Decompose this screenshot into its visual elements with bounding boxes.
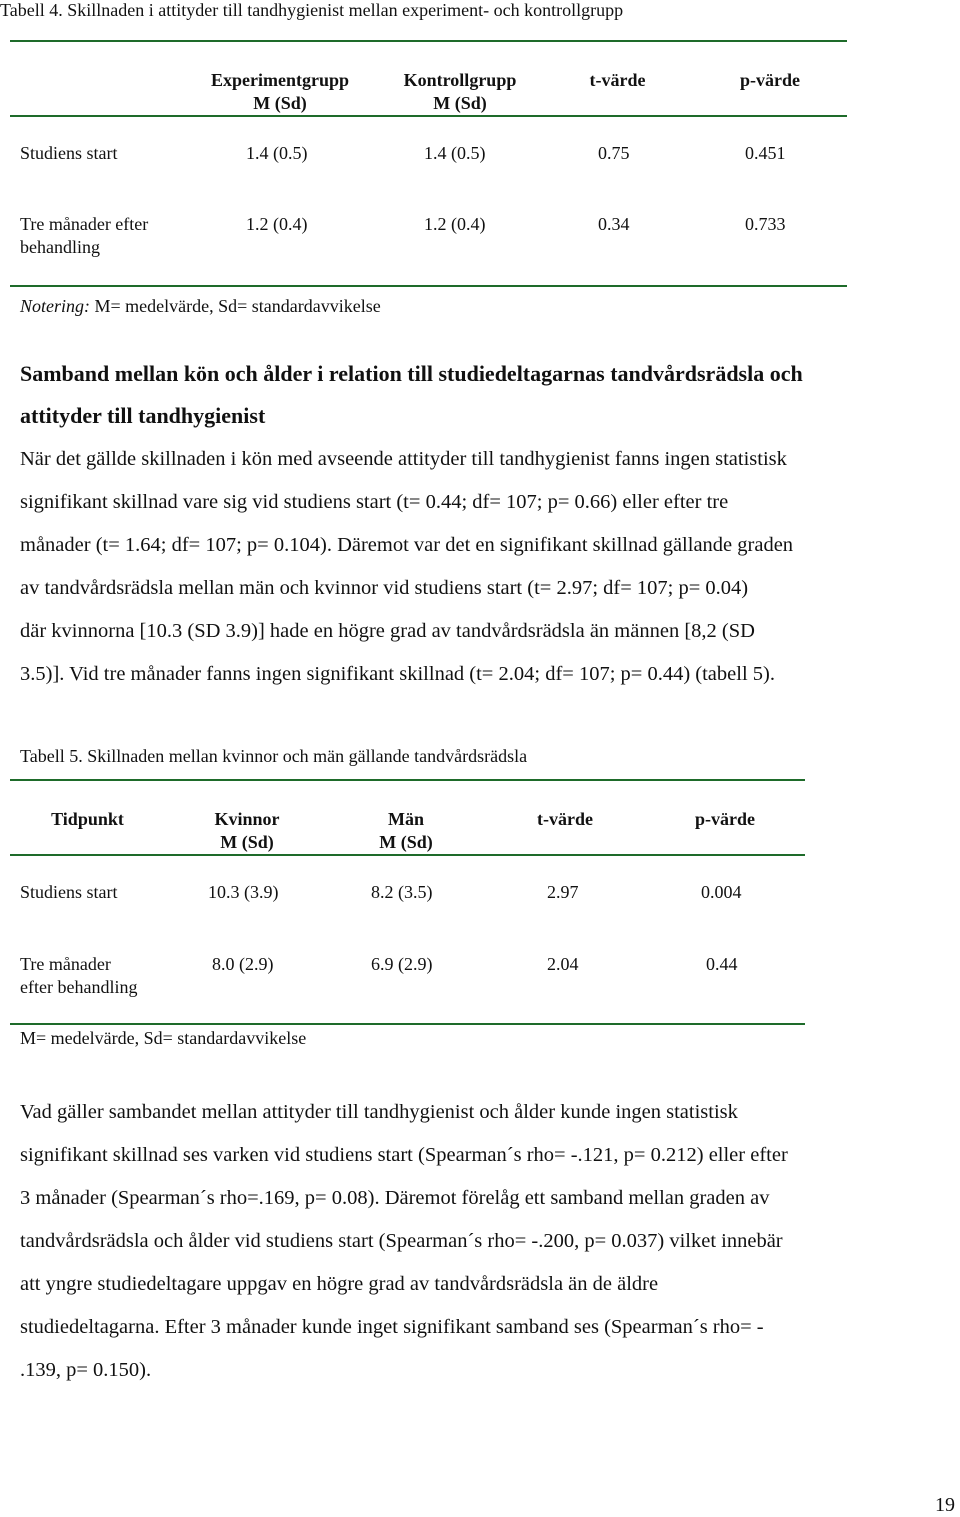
table4-row2-label <box>20 213 148 259</box>
table5-row1-kvinnor: 10.3 (3.9) <box>208 882 279 902</box>
table4-header-control-sub: M (Sd) <box>433 93 487 113</box>
table5-header-kvinnor-sub: M (Sd) <box>220 832 274 852</box>
table5-row1-label: Studiens start <box>20 882 118 902</box>
table5-header-t: t-värde <box>537 809 593 829</box>
table4-header-control <box>380 69 540 115</box>
table4-row1-p: 0.451 <box>745 143 786 163</box>
section-heading <box>20 353 803 437</box>
table4-header-p: p-värde <box>740 70 800 90</box>
paragraph-line: 3.5)]. Vid tre månader fanns ingen signifikant skillnad (t= 2.04; df= 107; p= 0.44) (tabell 5). <box>20 663 775 685</box>
table5-header-man-sub: M (Sd) <box>379 832 433 852</box>
paragraph-line: månader (t= 1.64; df= 107; p= 0.104). Däremot var det en signifikant skillnad gällande graden <box>20 534 794 556</box>
table5-header-kvinnor-title: Kvinnor <box>214 809 280 829</box>
paragraph-line: .139, p= 0.150). <box>20 1359 152 1381</box>
table5-bottom-rule <box>10 1023 805 1025</box>
paragraph-line: att yngre studiedeltagare uppgav en högre grad av tandvårdsrädsla än de äldre <box>20 1273 659 1295</box>
paragraph-line: där kvinnorna [10.3 (SD 3.9)] hade en högre grad av tandvårdsrädsla än männen [8,2 (SD <box>20 620 755 642</box>
table4-row2-control: 1.2 (0.4) <box>424 214 486 234</box>
table5-row2-p: 0.44 <box>706 954 738 974</box>
table4-row2-label-line2: behandling <box>20 237 100 257</box>
table4-row2-experiment: 1.2 (0.4) <box>246 214 308 234</box>
table4-bottom-rule <box>10 285 847 287</box>
table5-caption: Tabell 5. Skillnaden mellan kvinnor och män gällande tandvårdsrädsla <box>20 746 528 766</box>
table4-row1-experiment: 1.4 (0.5) <box>246 143 308 163</box>
table4-note-text: M= medelvärde, Sd= standardavvikelse <box>90 296 381 316</box>
table5-row1-man: 8.2 (3.5) <box>371 882 433 902</box>
table4-note <box>20 296 381 317</box>
table5-header-man-title: Män <box>388 809 424 829</box>
table5-header-kvinnor <box>193 808 301 854</box>
table5-row2-label-line2: efter behandling <box>20 977 138 997</box>
page-number: 19 <box>935 1494 955 1516</box>
table4-caption: Tabell 4. Skillnaden i attityder till tandhygienist mellan experiment- och kontrollgrupp <box>0 0 624 20</box>
table4-top-rule <box>10 40 847 42</box>
paragraph-line: signifikant skillnad vare sig vid studiens start (t= 0.44; df= 107; p= 0.66) eller efter tre <box>20 491 729 513</box>
paragraph-line: Vad gäller sambandet mellan attityder till tandhygienist och ålder kunde ingen statistisk <box>20 1101 738 1123</box>
table5-top-rule <box>10 779 805 781</box>
table5-row1-t: 2.97 <box>547 882 579 902</box>
table4-row1-control: 1.4 (0.5) <box>424 143 486 163</box>
table5-row2-t: 2.04 <box>547 954 579 974</box>
table4-row1-t: 0.75 <box>598 143 630 163</box>
section-heading-line1: Samband mellan kön och ålder i relation till studiedeltagarnas tandvårdsrädsla och <box>20 361 803 386</box>
table5-header-man <box>352 808 460 854</box>
table4-row1-label: Studiens start <box>20 143 118 163</box>
table4-row2-label-line1: Tre månader efter <box>20 214 149 234</box>
section-heading-line2: attityder till tandhygienist <box>20 403 266 428</box>
paragraph-gender <box>20 438 793 696</box>
paragraph-line: signifikant skillnad ses varken vid studiens start (Spearman´s rho= -.121, p= 0.212) eller efter <box>20 1144 788 1166</box>
paragraph-line: När det gällde skillnaden i kön med avseende attityder till tandhygienist fanns ingen statistisk <box>20 448 787 470</box>
table4-row2-p: 0.733 <box>745 214 786 234</box>
table4-header-experiment <box>190 69 370 115</box>
table5-header-p: p-värde <box>695 809 755 829</box>
table4-header-t: t-värde <box>589 70 646 90</box>
table4-header-rule <box>10 115 847 117</box>
paragraph-line: tandvårdsrädsla och ålder vid studiens start (Spearman´s rho= -.200, p= 0.037) vilket innebär <box>20 1230 783 1252</box>
table5-note: M= medelvärde, Sd= standardavvikelse <box>20 1028 307 1048</box>
table4-header-control-title: Kontrollgrupp <box>403 70 517 90</box>
paragraph-age <box>20 1091 788 1392</box>
paragraph-line: 3 månader (Spearman´s rho=.169, p= 0.08). Däremot förelåg ett samband mellan graden av <box>20 1187 770 1209</box>
table5-row2-label-line1: Tre månader <box>20 954 111 974</box>
paragraph-line: av tandvårdsrädsla mellan män och kvinnor vid studiens start (t= 2.97; df= 107; p= 0.04) <box>20 577 749 599</box>
table4-header-experiment-sub: M (Sd) <box>253 93 307 113</box>
table5-row2-man: 6.9 (2.9) <box>371 954 433 974</box>
table5-row2-kvinnor: 8.0 (2.9) <box>212 954 274 974</box>
table5-header-tidpunkt: Tidpunkt <box>51 809 124 829</box>
table4-header-experiment-title: Experimentgrupp <box>210 70 349 90</box>
table5-row2-label <box>20 953 137 999</box>
table4-row2-t: 0.34 <box>598 214 630 234</box>
paragraph-line: studiedeltagarna. Efter 3 månader kunde inget signifikant samband ses (Spearman´s rho= - <box>20 1316 764 1338</box>
table5-row1-p: 0.004 <box>701 882 742 902</box>
table5-header-rule <box>10 854 805 856</box>
table4-note-label: Notering: <box>20 296 90 316</box>
